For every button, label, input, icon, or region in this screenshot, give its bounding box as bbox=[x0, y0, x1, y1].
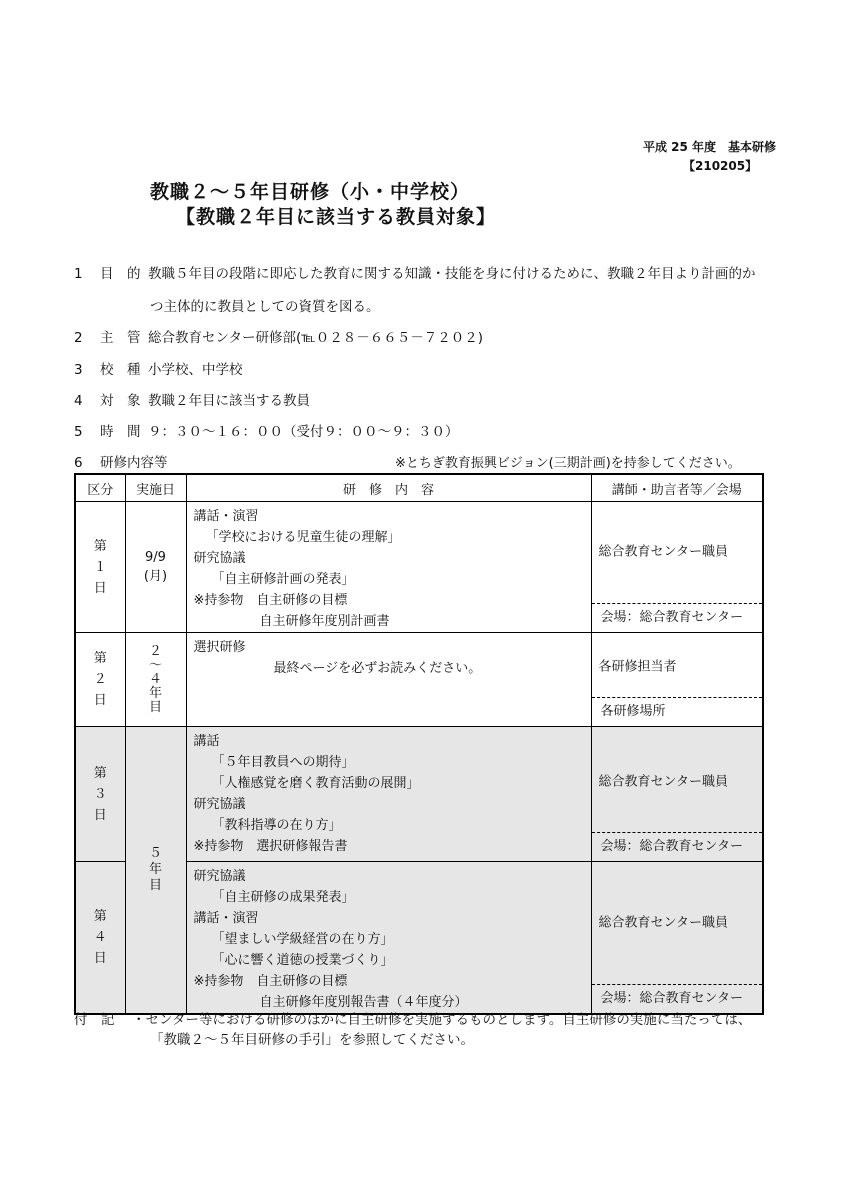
content-line: 自主研修年度別計画書 bbox=[259, 614, 390, 629]
footnote-line1: ・センター等における研修のほかに自主研修を実施するものとします。自主研修の実施に当たっては、 bbox=[132, 1012, 752, 1028]
footnote-label: 付 記 bbox=[74, 1012, 115, 1028]
lecturer-cell bbox=[591, 862, 763, 1015]
content-cell bbox=[186, 502, 591, 633]
content-line: 研究協議 bbox=[193, 869, 246, 884]
content-line: ※持参物 自主研修の目標 bbox=[193, 974, 348, 989]
item-number: 5 bbox=[74, 424, 83, 440]
lecturer-cell bbox=[591, 502, 763, 633]
lecturer-name: 総合教育センター職員 bbox=[598, 774, 728, 789]
table-row bbox=[75, 633, 763, 727]
item-text: 教職２年目に該当する教員 bbox=[148, 393, 310, 409]
section6-heading bbox=[74, 451, 168, 471]
content-line: 講話 bbox=[193, 734, 220, 749]
content-line: 選択研修 bbox=[193, 640, 246, 655]
item-label: 校 種 bbox=[100, 362, 141, 378]
title-line1: 教職２～５年目研修（小・中学校） bbox=[150, 181, 471, 203]
item-text: 教職５年目の段階に即応した教育に関する知識・技能を身に付けるために、教職２年目より計画的か bbox=[148, 266, 756, 282]
content-line: 「心に響く道徳の授業づくり」 bbox=[211, 953, 394, 968]
item-label: 時 間 bbox=[100, 424, 141, 440]
header-content: 研 修 内 容 bbox=[186, 474, 591, 502]
day-label: 第 ４ 日 bbox=[75, 862, 125, 1015]
content-cell bbox=[186, 862, 591, 1015]
item-school-type bbox=[74, 358, 243, 378]
item-label: 対 象 bbox=[100, 393, 141, 409]
venue: 会場：総合教育センター bbox=[592, 832, 763, 861]
item-number: 3 bbox=[74, 362, 83, 378]
content-line: 「教科指導の在り方」 bbox=[211, 818, 342, 833]
item-number: 6 bbox=[74, 455, 83, 471]
schedule-table bbox=[74, 473, 764, 1015]
item-purpose-continued: つ主体的に教員としての資質を図る。 bbox=[150, 299, 380, 315]
item-text: 小学校、中学校 bbox=[148, 362, 243, 378]
content-line: 研究協議 bbox=[193, 551, 246, 566]
item-number: 1 bbox=[74, 266, 83, 282]
item-purpose bbox=[74, 262, 756, 282]
item-target bbox=[74, 389, 310, 409]
venue: 会場：総合教育センター bbox=[592, 603, 763, 632]
date-cell: 9/9 (月) bbox=[125, 502, 186, 633]
content-line: 「望ましい学級経営の在り方」 bbox=[211, 932, 394, 947]
item-label: 目 的 bbox=[100, 266, 141, 282]
venue: 各研修場所 bbox=[592, 697, 763, 726]
content-line: 「５年目教員への期待」 bbox=[211, 755, 355, 770]
item-label: 主 管 bbox=[100, 330, 141, 346]
lecturer-cell bbox=[591, 633, 763, 727]
content-cell bbox=[186, 727, 591, 862]
item-text: 総合教育センター研修部(℡０２８－６６５－７２０２) bbox=[148, 330, 483, 346]
table-header-row bbox=[75, 474, 763, 502]
content-line: 研究協議 bbox=[193, 797, 246, 812]
section6-label: 研修内容等 bbox=[100, 455, 168, 471]
header-code: 【210205】 bbox=[683, 159, 758, 173]
header-year-label: 平成 25 年度 基本研修 bbox=[643, 140, 777, 154]
content-line: 最終ページを必ずお読みください。 bbox=[273, 661, 482, 676]
lecturer-name: 各研修担当者 bbox=[598, 659, 677, 675]
content-cell bbox=[186, 633, 591, 727]
item-time bbox=[74, 420, 459, 440]
day-label: 第 ２ 日 bbox=[75, 633, 125, 727]
item-number: 4 bbox=[74, 393, 83, 409]
venue: 会場：総合教育センター bbox=[592, 984, 763, 1013]
header-kubun: 区分 bbox=[75, 474, 125, 502]
content-line: 自主研修年度別報告書（４年度分） bbox=[259, 995, 468, 1010]
item-number: 2 bbox=[74, 330, 83, 346]
content-line: 「人権感覚を磨く教育活動の展開」 bbox=[211, 776, 420, 791]
content-line: ※持参物 自主研修の目標 bbox=[193, 593, 348, 608]
section6-note: ※とちぎ教育振興ビジョン(三期計画)を持参してください。 bbox=[395, 456, 741, 471]
content-line: 講話・演習 bbox=[193, 509, 259, 524]
lecturer-name: 総合教育センター職員 bbox=[598, 915, 728, 931]
content-line: 講話・演習 bbox=[193, 911, 259, 926]
lecturer-name: 総合教育センター職員 bbox=[598, 544, 728, 560]
item-management bbox=[74, 326, 483, 346]
lecturer-cell bbox=[591, 727, 763, 862]
title-line2: 【教職２年目に該当する教員対象】 bbox=[176, 206, 497, 228]
header-date: 実施日 bbox=[125, 474, 186, 502]
table-row bbox=[75, 502, 763, 633]
content-line: ※持参物 選択研修報告書 bbox=[193, 839, 348, 854]
date-cell: ５ 年 目 bbox=[125, 727, 186, 1015]
content-line: 「自主研修計画の発表」 bbox=[211, 572, 355, 587]
content-line: 「学校における児童生徒の理解」 bbox=[205, 530, 401, 545]
content-line: 「自主研修の成果発表」 bbox=[211, 890, 355, 905]
date-cell: ２ ～ ４ 年 目 bbox=[125, 633, 186, 727]
table-row bbox=[75, 727, 763, 862]
day-label: 第 ３ 日 bbox=[75, 727, 125, 862]
day-label: 第 １ 日 bbox=[75, 502, 125, 633]
footnote-line2: 「教職２～５年目研修の手引」を参照してください。 bbox=[150, 1032, 474, 1048]
item-text: ９：３０～１６：００（受付９：００～９：３０） bbox=[148, 424, 459, 440]
header-lecturer: 講師・助言者等／会場 bbox=[591, 474, 763, 502]
